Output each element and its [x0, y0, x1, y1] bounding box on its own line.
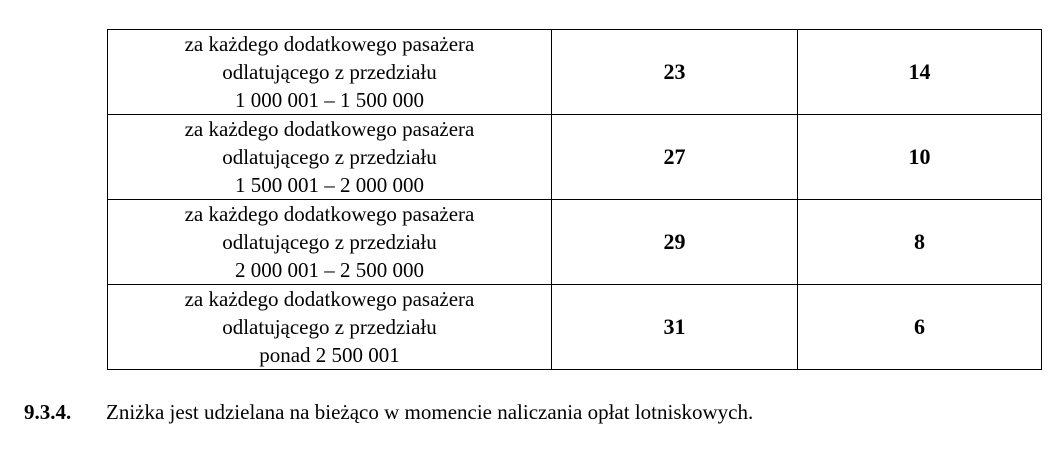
value-a-cell: 31 — [552, 285, 798, 370]
row-description — [108, 285, 552, 370]
description-line: 1 500 001 – 2 000 000 — [235, 173, 424, 197]
table-row — [108, 115, 1042, 200]
clause-paragraph — [24, 398, 753, 426]
description-line: za każdego dodatkowego pasażera — [184, 32, 475, 56]
fee-table — [107, 29, 1042, 370]
value-b-cell: 14 — [798, 30, 1042, 115]
value-b-cell: 8 — [798, 200, 1042, 285]
description-line: 2 000 001 – 2 500 000 — [235, 258, 424, 282]
description-line: za każdego dodatkowego pasażera — [184, 117, 475, 141]
value-b-cell: 6 — [798, 285, 1042, 370]
row-description — [108, 115, 552, 200]
value-a-cell: 23 — [552, 30, 798, 115]
value-a-cell: 27 — [552, 115, 798, 200]
clause-text: Zniżka jest udzielana na bieżąco w momencie naliczania opłat lotniskowych. — [106, 400, 754, 424]
table-row — [108, 285, 1042, 370]
description-line: ponad 2 500 001 — [259, 343, 400, 367]
table-row — [108, 30, 1042, 115]
row-description — [108, 200, 552, 285]
description-line: za każdego dodatkowego pasażera — [184, 202, 475, 226]
row-description — [108, 30, 552, 115]
table-row — [108, 200, 1042, 285]
value-a-cell: 29 — [552, 200, 798, 285]
description-line: 1 000 001 – 1 500 000 — [235, 88, 424, 112]
value-b-cell: 10 — [798, 115, 1042, 200]
description-line: odlatującego z przedziału — [222, 145, 437, 169]
description-line: odlatującego z przedziału — [222, 230, 437, 254]
description-line: za każdego dodatkowego pasażera — [184, 287, 475, 311]
clause-number: 9.3.4. — [24, 400, 72, 424]
description-line: odlatującego z przedziału — [222, 60, 437, 84]
description-line: odlatującego z przedziału — [222, 315, 437, 339]
